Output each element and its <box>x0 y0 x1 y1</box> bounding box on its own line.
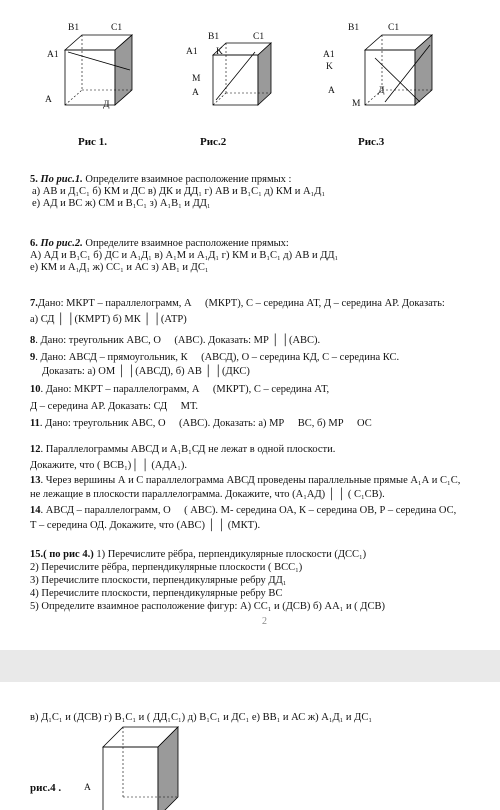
task-6-text: Определите взаимное расположение прямых: <box>82 238 289 249</box>
fig1-label-b1: B1 <box>68 23 80 33</box>
task-15-text: 1) Перечислите рёбра, перпендикулярные плоскости (ДСС₁) <box>93 549 367 560</box>
fig3-label-d: Д <box>378 86 385 96</box>
task-14-number: 14 <box>30 505 41 516</box>
task-15-line-5: 5) Определите взаимное расположение фигур: А) СС₁ и (ДСВ) б) АА₁ и ( ДСВ) <box>30 601 385 612</box>
task-9-text: . Дано: АВСД – прямоугольник, К ⃞ (АВСД), О – середина КД, С – середина КС. <box>35 352 400 363</box>
task-6-number: 6 <box>30 238 36 249</box>
task-6-line-3: е) КМ и А₁Д₁ ж) СС₁ и АС з) АВ₁ и ДС₁ <box>30 262 209 273</box>
fig1-label-d: Д <box>103 100 110 110</box>
fig2-caption: Рис.2 <box>200 136 227 148</box>
fig1-label-a: A <box>45 95 52 105</box>
task-5-heading: 5. По рис.1. Определите взаимное расположение прямых : <box>30 174 292 185</box>
task-15-line-4: 4) Перечислите плоскости, перпендикулярные ребру ВС <box>30 588 283 599</box>
task-12-text: . Параллелограммы АВСД и А₁В₁СД не лежат в одной плоскости. <box>40 444 336 455</box>
fig2-label-k: K <box>216 47 223 57</box>
task-9-line-2: Доказать: а) ОМ │ │(АВСД), б) АВ │ │(ДКС) <box>42 366 250 377</box>
task-8-line <box>30 335 320 347</box>
task-12-number: 12 <box>30 444 41 455</box>
task-10-number: 10 <box>30 384 41 395</box>
task-8-number: 8 <box>30 335 36 346</box>
task-7-number: 7. <box>30 298 38 309</box>
fig2-label-a1: A1 <box>186 47 198 57</box>
page-number: 2 <box>262 616 267 627</box>
fig1-label-a1: A1 <box>47 50 59 60</box>
task-5-text: Определите взаимное расположение прямых : <box>82 174 292 185</box>
task-15-line-3: 3) Перечислите плоскости, перпендикулярные ребру ДД₁ <box>30 575 287 586</box>
task-5-line-3: е) АД и ВС ж) СМ и В₁С₁ з) А₁В₁ и ДД₁ <box>32 198 211 209</box>
task-7-line-2: а) СД │ │(КМРТ) б) МК │ │(АТР) <box>30 314 187 325</box>
task-13-line-1 <box>30 475 460 487</box>
fig2-label-m: M <box>192 74 201 84</box>
fig4-caption: рис.4 . <box>30 782 62 794</box>
page-gap <box>0 650 500 682</box>
task-11-number: 11 <box>30 418 40 429</box>
fig3-label-c1: C1 <box>388 23 400 33</box>
task-7-line-1 <box>30 298 445 310</box>
task-12-line-1 <box>30 444 335 456</box>
task-10-line-1 <box>30 384 329 396</box>
task-15-line-2: 2) Перечислите рёбра, перпендикулярные плоскости ( ВСС₁) <box>30 562 303 573</box>
task-9-number: 9 <box>30 352 36 363</box>
fig3-label-b1: B1 <box>348 23 360 33</box>
figure-3-cube <box>360 30 440 110</box>
fig4-label-a: A <box>84 783 91 793</box>
task-5-number: 5 <box>30 174 36 185</box>
page-2-line-1: в) Д₁С₁ и (ДСВ) г) В₁С₁ и ( ДД₁С₁) д) В₁С₁ и ДС₁ е) ВВ₁ и АС ж) А₁Д₁ и ДС₁ <box>30 712 372 723</box>
task-13-line-2: не лежащие в плоскости параллелограмма. Докажите, что (А₁АД) │ │ ( С₁СВ). <box>30 489 385 500</box>
task-8-text: . Дано: треугольник АВС, О ⃞ (АВС). Доказать: МР │ │(АВС). <box>35 335 321 346</box>
task-6-line-2: А) АД и В₁С₁ б) ДС и А₁Д₁ в) А₁М и А₁Д₁ г) КМ и В₁С₁ д) АВ и ДД₁ <box>30 250 339 261</box>
task-13-text: . Через вершины А и С параллелограмма АВСД проведены параллельные прямые А₁А и С₁С, <box>40 475 461 486</box>
fig2-label-c1: C1 <box>253 32 265 42</box>
task-6-figure-ref: По рис.2. <box>40 238 83 249</box>
fig1-caption: Рис 1. <box>78 136 107 148</box>
task-10-line-2: Д – середина АР. Доказать: СД ⃞ МТ. <box>30 401 198 412</box>
task-5-line-2: а) АВ и Д₁С₁ б) КМ и ДС в) ДК и ДД₁ г) АВ и В₁С₁ д) КМ и А₁Д₁ <box>32 186 326 197</box>
task-6-heading: 6. По рис.2. Определите взаимное расположение прямых: <box>30 238 289 249</box>
task-15-line-1 <box>30 549 366 561</box>
fig3-label-m: M <box>352 99 361 109</box>
task-11-text: . Дано: треугольник АВС, О ⃞ (АВС). Доказать: а) МР ⃞ ВС, б) МР ⃞ ОС <box>39 418 372 429</box>
fig3-label-a1: A1 <box>323 50 335 60</box>
task-14-line-1 <box>30 505 456 517</box>
task-7-text: Дано: МКРТ – параллелограмм, А ⃞ (МКРТ), С – середина АТ, Д – середина АР. Доказать: <box>37 298 445 309</box>
task-14-line-2: Т – середина ОД. Докажите, что (АВС) │ │ (МКТ). <box>30 520 261 531</box>
task-13-number: 13 <box>30 475 41 486</box>
task-14-text: . АВСД – параллелограмм, О ⃞ ( АВС). М- середина ОА, К – середина ОВ, Р – середина ОС, <box>40 505 457 516</box>
fig2-label-a: A <box>192 88 199 98</box>
fig3-caption: Рис.3 <box>358 136 385 148</box>
figure-4-cube <box>98 722 188 810</box>
task-15-number: 15.( по рис 4.) <box>30 549 94 560</box>
task-11-line <box>30 418 372 430</box>
task-5-figure-ref: По рис.1. <box>40 174 83 185</box>
fig1-label-c1: C1 <box>111 23 123 33</box>
task-9-line-1 <box>30 352 399 364</box>
fig3-label-k: K <box>326 62 333 72</box>
task-10-text: . Дано: МКРТ – параллелограмм, А ⃞ (МКРТ), С – середина АТ, <box>40 384 330 395</box>
figure-1-cube <box>60 30 140 110</box>
task-12-line-2: Докажите, что ( ВСВ₁)│ │ (АДА₁). <box>30 460 188 471</box>
fig2-label-b1: B1 <box>208 32 220 42</box>
fig3-label-a: A <box>328 86 335 96</box>
